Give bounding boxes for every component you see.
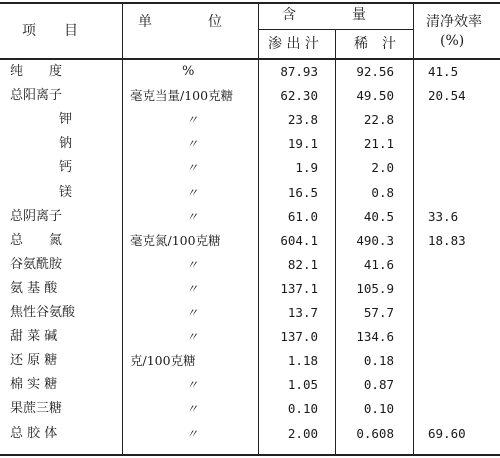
row-exudate-value: 604.1 <box>280 232 318 248</box>
row-efficiency-value: 69.60 <box>428 425 466 441</box>
row-unit-ditto: 〃 <box>186 113 199 128</box>
row-item-label: 钠 <box>59 136 73 152</box>
header-efficiency: 清净效率 <box>426 14 482 30</box>
row-item-label: 总 氮 <box>10 232 63 248</box>
header-bottom-rule <box>0 58 500 60</box>
row-efficiency-value: 18.83 <box>428 232 466 248</box>
row-exudate-value: 87.93 <box>280 64 318 79</box>
row-thin-juice-value: 2.0 <box>371 160 394 176</box>
row-exudate-value: 137.0 <box>280 329 318 345</box>
row-exudate-value: 13.7 <box>287 305 318 320</box>
row-thin-juice-value: 134.6 <box>356 329 394 345</box>
row-thin-juice-value: 0.87 <box>363 377 394 393</box>
row-thin-juice-value: 0.10 <box>363 401 394 417</box>
table-bottom-rule <box>0 454 500 456</box>
header-content: 含 量 <box>282 7 366 23</box>
row-item-label: 焦性谷氨酸 <box>10 305 76 320</box>
row-item-label: 总阳离子 <box>10 88 63 104</box>
col-divider-exudate-thin <box>335 29 336 456</box>
row-exudate-value: 1.05 <box>287 377 318 393</box>
row-exudate-value: 2.00 <box>287 425 318 441</box>
row-unit-ditto: 〃 <box>186 257 199 272</box>
row-item-label: 总阴离子 <box>10 208 63 224</box>
header-thin-juice: 稀 汁 <box>354 36 396 52</box>
row-unit-ditto: 〃 <box>186 306 199 320</box>
header-unit: 单 位 <box>138 14 222 30</box>
row-unit-ditto: 〃 <box>186 137 199 152</box>
row-item-label: 钾 <box>59 112 73 128</box>
row-exudate-value: 82.1 <box>287 256 318 272</box>
row-item-label: 甜 菜 碱 <box>10 329 58 345</box>
row-unit-ditto: 〃 <box>186 281 199 296</box>
row-unit: 毫克氮/100克糖 <box>130 232 221 248</box>
row-exudate-value: 16.5 <box>287 184 318 200</box>
row-efficiency-value: 20.54 <box>428 88 466 104</box>
row-item-label: 总 胶 体 <box>10 425 58 441</box>
table-top-rule <box>0 2 500 4</box>
row-exudate-value: 61.0 <box>287 208 318 224</box>
row-item-label: 还 原 糖 <box>10 353 58 369</box>
row-exudate-value: 19.1 <box>287 136 318 152</box>
row-thin-juice-value: 41.6 <box>363 256 394 272</box>
row-thin-juice-value: 490.3 <box>356 232 394 248</box>
row-unit: 克/100克糖 <box>130 353 196 369</box>
col-divider-content-efficiency <box>413 2 414 456</box>
row-thin-juice-value: 0.18 <box>363 353 394 369</box>
row-exudate-value: 1.18 <box>287 353 318 369</box>
header-exudate: 渗 出 汁 <box>268 36 319 52</box>
row-thin-juice-value: 40.5 <box>363 208 394 224</box>
data-table <box>0 2 500 456</box>
row-unit: % <box>182 64 195 79</box>
row-thin-juice-value: 105.9 <box>356 280 394 296</box>
row-unit-ditto: 〃 <box>186 378 199 393</box>
row-thin-juice-value: 92.56 <box>356 64 394 79</box>
row-item-label: 纯 度 <box>10 64 63 79</box>
row-thin-juice-value: 0.8 <box>371 184 394 200</box>
row-item-label: 氨 基 酸 <box>10 280 58 296</box>
row-item-label: 果蔗三糖 <box>10 401 63 417</box>
row-exudate-value: 0.10 <box>287 401 318 417</box>
row-unit-ditto: 〃 <box>186 426 199 441</box>
row-thin-juice-value: 0.608 <box>356 425 394 441</box>
row-unit-ditto: 〃 <box>186 209 199 224</box>
row-unit: 毫克当量/100克糖 <box>130 88 234 104</box>
header-item: 项 目 <box>22 23 78 39</box>
row-item-label: 棉 实 糖 <box>10 377 58 393</box>
row-efficiency-value: 33.6 <box>428 208 459 224</box>
row-unit-ditto: 〃 <box>186 402 199 417</box>
row-item-label: 钙 <box>59 160 73 176</box>
row-thin-juice-value: 49.50 <box>356 88 394 104</box>
row-exudate-value: 137.1 <box>280 280 318 296</box>
row-exudate-value: 23.8 <box>287 112 318 128</box>
row-thin-juice-value: 57.7 <box>363 305 394 320</box>
row-thin-juice-value: 22.8 <box>363 112 394 128</box>
col-divider-item-unit <box>122 2 123 456</box>
row-thin-juice-value: 21.1 <box>363 136 394 152</box>
row-unit-ditto: 〃 <box>186 330 199 345</box>
row-item-label: 镁 <box>59 184 73 200</box>
row-efficiency-value: 41.5 <box>428 64 459 79</box>
header-efficiency-unit: (%) <box>440 33 465 49</box>
row-item-label: 谷氨酰胺 <box>10 256 63 272</box>
row-exudate-value: 1.9 <box>295 160 318 176</box>
col-divider-unit-content <box>258 2 259 456</box>
row-unit-ditto: 〃 <box>186 161 199 176</box>
row-exudate-value: 62.30 <box>280 88 318 104</box>
row-unit-ditto: 〃 <box>186 185 199 200</box>
